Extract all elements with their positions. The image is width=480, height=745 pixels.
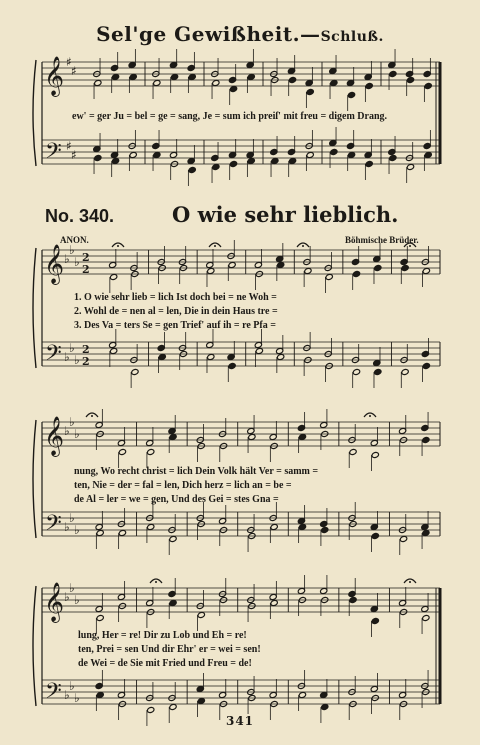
continuation-title-main: Sel'ge Gewißheit.— bbox=[96, 22, 321, 46]
key-flat: ♭ bbox=[64, 350, 70, 364]
verse-1-line-system-2: nung, Wo recht christ = lich Dein Volk hält Ver = samm = bbox=[74, 466, 319, 477]
key-flat: ♭ bbox=[69, 341, 75, 355]
note-head bbox=[365, 160, 373, 167]
time-signature: 2 bbox=[82, 263, 90, 276]
key-sharp: ♯ bbox=[66, 139, 72, 153]
note-head bbox=[111, 73, 119, 80]
note-head bbox=[169, 703, 177, 710]
note-head bbox=[153, 151, 161, 158]
note-head bbox=[365, 82, 373, 89]
bass-clef-icon: 𝄢 bbox=[45, 511, 62, 541]
composer-right: Böhmische Brüder. bbox=[345, 235, 419, 245]
key-flat: ♭ bbox=[69, 243, 75, 257]
note-head bbox=[212, 79, 220, 86]
note-head bbox=[169, 599, 177, 606]
note-head bbox=[247, 73, 255, 80]
key-flat: ♭ bbox=[74, 691, 80, 705]
note-head bbox=[129, 73, 137, 80]
fermata-dot bbox=[91, 415, 93, 417]
note-head bbox=[389, 154, 397, 161]
note-head bbox=[371, 617, 379, 624]
key-flat: ♭ bbox=[74, 255, 80, 269]
note-head bbox=[129, 151, 137, 158]
key-flat: ♭ bbox=[64, 590, 70, 604]
note-head bbox=[352, 368, 360, 375]
note-head bbox=[349, 448, 357, 455]
key-sharp: ♯ bbox=[71, 148, 77, 162]
key-flat: ♭ bbox=[69, 511, 75, 525]
note-head bbox=[374, 264, 382, 271]
note-head bbox=[424, 151, 432, 158]
note-head bbox=[111, 157, 119, 164]
note-head bbox=[170, 73, 178, 80]
key-flat: ♭ bbox=[74, 523, 80, 537]
top-lyric-line: ew' = ger Ju = bel = ge = sang, Je = sum ich preiſ' mit freu = digem Drang. bbox=[72, 111, 388, 122]
note-head bbox=[401, 368, 409, 375]
note-head bbox=[422, 267, 430, 274]
note-head bbox=[277, 353, 285, 360]
note-head bbox=[228, 362, 236, 369]
note-head bbox=[298, 433, 306, 440]
verse-3-line-system-3: de Wei = de Sie mit Fried und Freu = de! bbox=[78, 658, 252, 669]
time-signature: 2 bbox=[82, 251, 90, 264]
bass-clef-icon: 𝄢 bbox=[45, 679, 62, 709]
note-head bbox=[188, 73, 196, 80]
note-head bbox=[270, 599, 278, 606]
bass-clef-icon: 𝄢 bbox=[45, 139, 62, 169]
key-sharp: ♯ bbox=[71, 64, 77, 78]
note-head bbox=[247, 157, 255, 164]
note-head bbox=[424, 82, 432, 89]
note-head bbox=[147, 523, 155, 530]
note-head bbox=[321, 526, 329, 533]
key-flat: ♭ bbox=[64, 520, 70, 534]
time-signature: 2 bbox=[82, 343, 90, 356]
note-head bbox=[212, 163, 220, 170]
note-head bbox=[248, 433, 256, 440]
note-head bbox=[330, 79, 338, 86]
key-flat: ♭ bbox=[64, 424, 70, 438]
fermata-dot bbox=[409, 245, 411, 247]
note-head bbox=[228, 261, 236, 268]
note-head bbox=[229, 160, 237, 167]
verse-1-line-system-1: 1. O wie sehr lieb = lich Ist doch bei = ne Woh = bbox=[74, 292, 277, 303]
note-head bbox=[197, 611, 205, 618]
bass-clef-icon: 𝄢 bbox=[45, 341, 62, 371]
key-sharp: ♯ bbox=[66, 55, 72, 69]
note-head bbox=[118, 529, 126, 536]
note-head bbox=[96, 614, 104, 621]
note-head bbox=[270, 523, 278, 530]
note-head bbox=[110, 347, 118, 354]
hymn-number: No. 340. bbox=[45, 206, 115, 226]
note-head bbox=[207, 267, 215, 274]
key-flat: ♭ bbox=[69, 679, 75, 693]
note-head bbox=[271, 157, 279, 164]
fermata-dot bbox=[155, 581, 157, 583]
note-head bbox=[330, 148, 338, 155]
verse-2-line-system-1: 2. Wohl de = nen al = len, Die in dein Haus tre = bbox=[74, 306, 278, 317]
note-head bbox=[371, 451, 379, 458]
note-head bbox=[352, 270, 360, 277]
note-head bbox=[229, 85, 237, 92]
note-head bbox=[207, 353, 215, 360]
verse-2-line-system-3: ten, Prei = sen Und dir Ehr' er = wei = sen! bbox=[78, 644, 261, 655]
fermata-dot bbox=[369, 415, 371, 417]
note-head bbox=[147, 448, 155, 455]
fermata-dot bbox=[409, 581, 411, 583]
note-head bbox=[349, 596, 357, 603]
note-head bbox=[277, 261, 285, 268]
note-head bbox=[153, 79, 161, 86]
key-flat: ♭ bbox=[64, 688, 70, 702]
note-head bbox=[110, 273, 118, 280]
key-flat: ♭ bbox=[74, 427, 80, 441]
note-head bbox=[321, 703, 329, 710]
note-head bbox=[288, 157, 296, 164]
time-signature: 2 bbox=[82, 355, 90, 368]
note-head bbox=[374, 368, 382, 375]
note-head bbox=[400, 535, 408, 542]
system-brace bbox=[33, 248, 36, 368]
note-head bbox=[288, 76, 296, 83]
note-head bbox=[306, 151, 314, 158]
system-brace bbox=[33, 60, 36, 166]
note-head bbox=[389, 70, 397, 77]
key-flat: ♭ bbox=[69, 581, 75, 595]
note-head bbox=[94, 154, 102, 161]
note-head bbox=[169, 433, 177, 440]
system-brace bbox=[33, 586, 36, 706]
note-head bbox=[298, 523, 306, 530]
note-head bbox=[118, 448, 126, 455]
verse-2-line-system-2: ten, Nie = der = fal = len, Dich herz = lich an = be = bbox=[74, 480, 292, 491]
treble-clef-icon: 𝄞 bbox=[44, 56, 65, 96]
note-head bbox=[406, 163, 414, 170]
system-brace bbox=[33, 420, 36, 538]
treble-clef-icon: 𝄞 bbox=[44, 582, 65, 622]
note-head bbox=[96, 691, 104, 698]
fermata-dot bbox=[117, 245, 119, 247]
note-head bbox=[94, 79, 102, 86]
note-head bbox=[197, 697, 205, 704]
note-head bbox=[147, 706, 155, 713]
treble-clef-icon: 𝄞 bbox=[44, 244, 65, 284]
key-flat: ♭ bbox=[64, 252, 70, 266]
note-head bbox=[298, 691, 306, 698]
note-head bbox=[347, 151, 355, 158]
note-head bbox=[255, 347, 263, 354]
key-flat: ♭ bbox=[74, 593, 80, 607]
hymn-title: O wie sehr lieblich. bbox=[172, 202, 399, 227]
note-head bbox=[422, 614, 430, 621]
note-head bbox=[371, 532, 379, 539]
note-head bbox=[325, 273, 333, 280]
note-head bbox=[406, 76, 414, 83]
note-head bbox=[96, 529, 104, 536]
fermata-dot bbox=[302, 245, 304, 247]
note-head bbox=[169, 535, 177, 542]
key-flat: ♭ bbox=[74, 353, 80, 367]
note-head bbox=[422, 529, 430, 536]
note-head bbox=[188, 166, 196, 173]
note-head bbox=[158, 353, 166, 360]
note-head bbox=[131, 368, 139, 375]
continuation-title-suffix: Schluß. bbox=[320, 29, 384, 45]
verse-3-line-system-1: 3. Des Va = ters Se = gen Trief' auf ih = re Pfa = bbox=[74, 320, 276, 331]
key-flat: ♭ bbox=[69, 415, 75, 429]
note-head bbox=[347, 91, 355, 98]
treble-clef-icon: 𝄞 bbox=[44, 416, 65, 456]
note-head bbox=[304, 267, 312, 274]
note-head bbox=[422, 362, 430, 369]
verse-3-line-system-2: de Al = ler = we = gen, Und des Gei = stes Gna = bbox=[74, 494, 279, 505]
composer-left: ANON. bbox=[60, 235, 89, 245]
note-head bbox=[401, 264, 409, 271]
page-number: 341 bbox=[225, 714, 255, 728]
fermata-dot bbox=[214, 245, 216, 247]
verse-1-line-system-3: lung, Her = re! Dir zu Lob und Eh = re! bbox=[78, 630, 247, 641]
note-head bbox=[306, 88, 314, 95]
note-head bbox=[422, 436, 430, 443]
